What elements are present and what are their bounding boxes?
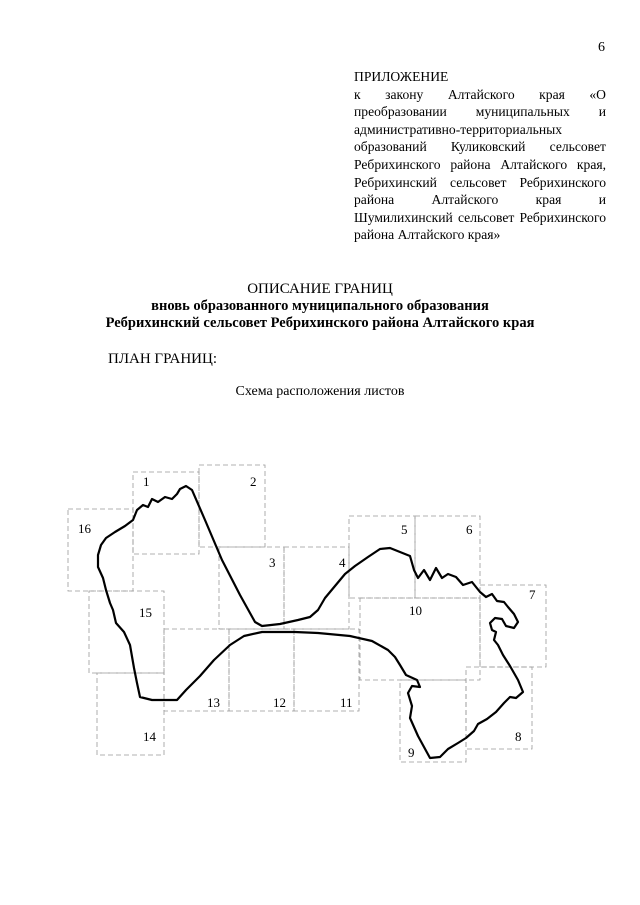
sheet-label: 14	[143, 729, 156, 744]
boundary-line	[98, 486, 523, 758]
page-number: 6	[598, 40, 605, 55]
sheet-label: 2	[250, 474, 257, 489]
sheet-label: 9	[408, 745, 415, 760]
sheet-label: 11	[340, 695, 353, 710]
sheet-label: 6	[466, 522, 473, 537]
sheet-label: 16	[78, 521, 91, 536]
scheme-caption: Схема расположения листов	[235, 384, 405, 399]
sheet-label: 15	[139, 605, 152, 620]
appendix-title: ПРИЛОЖЕНИЕ	[354, 69, 449, 84]
sheet-label: 8	[515, 729, 522, 744]
sheet-label: 5	[401, 522, 408, 537]
sheet-label: 7	[529, 587, 536, 602]
sheet-label: 3	[269, 555, 276, 570]
appendix-block	[354, 68, 606, 244]
sheet-label: 10	[409, 603, 422, 618]
sheet-label: 12	[273, 695, 286, 710]
sheet-layout-map	[0, 440, 640, 780]
sheet-rect-15	[89, 591, 164, 673]
appendix-text: к закону Алтайского края «О преобразовании муниципальных и административно-территориальных образований Куликовский сельсовет Ребрихинского района Алтайского края, Ребрихинский сельсовет Ребрихинского района Алтайского края и Шумилихинский сельсовет Ребрихинского района Алтайского края»	[354, 86, 606, 243]
document-subheading-2: Ребрихинский сельсовет Ребрихинского района Алтайского края	[105, 315, 535, 331]
document-subheading-1: вновь образованного муниципального образования	[151, 298, 489, 314]
sheet-label: 13	[207, 695, 220, 710]
sheet-label: 1	[143, 474, 150, 489]
sheet-label: 4	[339, 555, 346, 570]
document-heading: ОПИСАНИЕ ГРАНИЦ	[247, 281, 393, 297]
plan-label: ПЛАН ГРАНИЦ:	[108, 351, 218, 367]
